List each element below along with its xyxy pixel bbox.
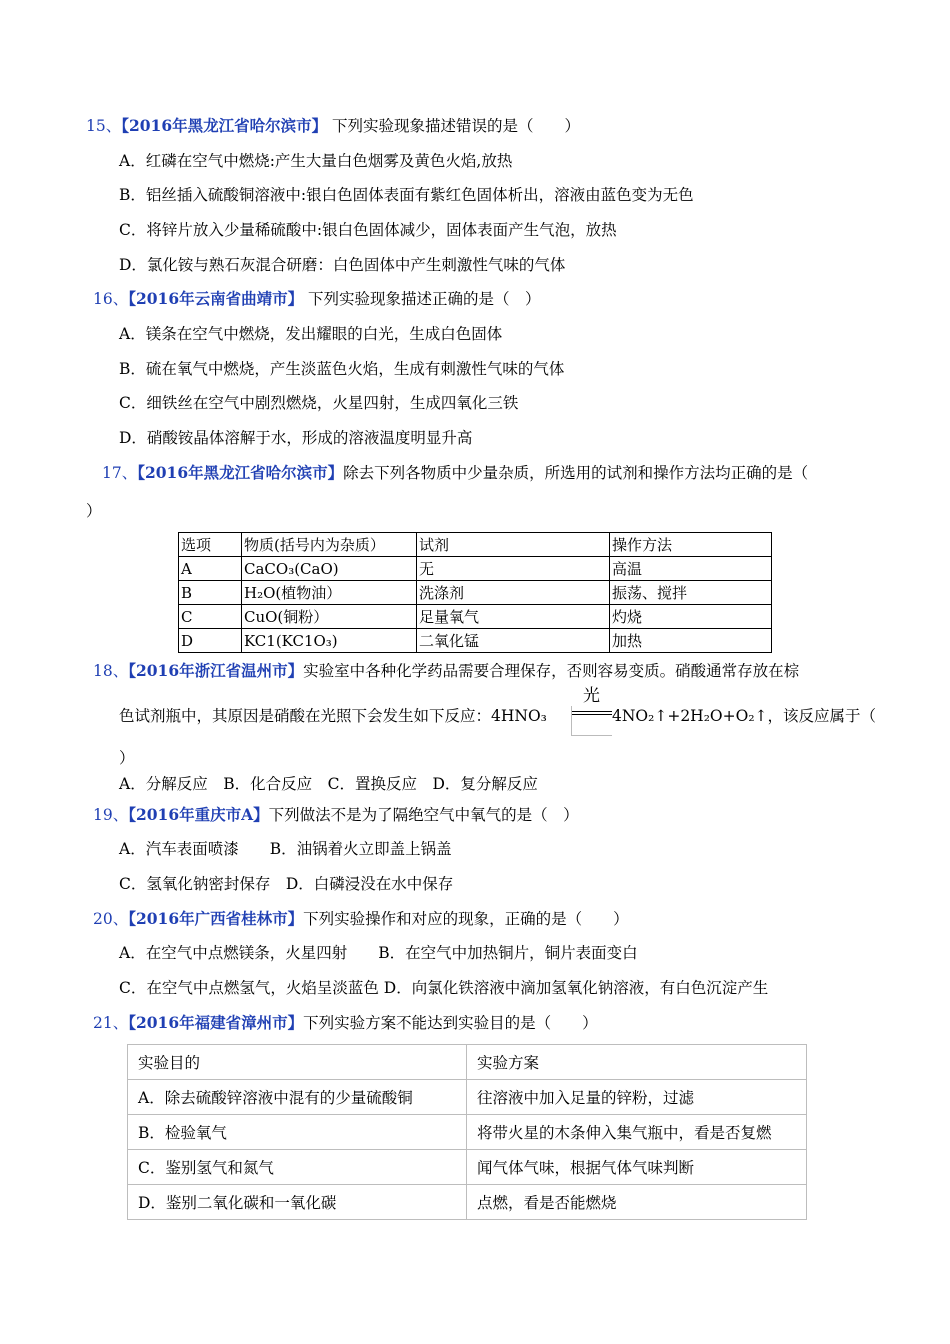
question-number: 17、 <box>102 464 138 482</box>
table-cell: C <box>179 605 242 629</box>
table-row <box>128 1185 807 1220</box>
question-source: 【2016年广西省桂林市】 <box>128 909 304 928</box>
question-text: 下列实验操作和对应的现象，正确的是（ ） <box>303 910 629 928</box>
table-header-cell: 试剂 <box>417 533 610 557</box>
question-number: 20、 <box>93 910 129 928</box>
question-number: 15、 <box>86 117 122 135</box>
table-row <box>179 629 772 653</box>
table-cell: D．鉴别二氧化碳和一氧化碳 <box>128 1185 467 1220</box>
question-number: 21、 <box>93 1014 129 1032</box>
options-row-cd: C．氢氧化钠密封保存 D．白磷浸没在水中保存 <box>119 875 454 893</box>
table-row <box>128 1080 807 1115</box>
table-cell: B <box>179 581 242 605</box>
question-16-stem <box>93 289 541 309</box>
reaction-double-line <box>571 711 612 715</box>
table-cell: A <box>179 557 242 581</box>
question-source: 【2016年浙江省温州市】 <box>128 661 304 680</box>
table-cell: 点燃，看是否能燃烧 <box>467 1185 807 1220</box>
table-cell: 将带火星的木条伸入集气瓶中，看是否复燃 <box>467 1115 807 1150</box>
reaction-condition <box>571 686 612 736</box>
option-d: D．硝酸铵晶体溶解于水，形成的溶液温度明显升高 <box>119 429 473 447</box>
question-18-stem <box>93 661 799 681</box>
reaction-condition-label: 光 <box>583 686 600 706</box>
table-cell: 加热 <box>610 629 772 653</box>
table-header-cell: 物质(括号内为杂质） <box>242 533 417 557</box>
question-number: 19、 <box>93 806 129 824</box>
question-source: 【2016年云南省曲靖市】 <box>128 289 304 308</box>
table-row <box>128 1115 807 1150</box>
reaction-box-bottom-edge <box>571 735 612 736</box>
question-number: 16、 <box>93 290 129 308</box>
table-cell: H₂O(植物油） <box>242 581 417 605</box>
question-text: 实验室中各种化学药品需要合理保存，否则容易变质。硝酸通常存放在棕 <box>303 662 800 680</box>
options-row-ab: A．汽车表面喷漆 B．油锅着火立即盖上锅盖 <box>119 840 452 858</box>
table-cell: 洗涤剂 <box>417 581 610 605</box>
table-cell: B．检验氧气 <box>128 1115 467 1150</box>
table-cell: A．除去硫酸锌溶液中混有的少量硫酸铜 <box>128 1080 467 1115</box>
option-a: A．红磷在空气中燃烧:产生大量白色烟雾及黄色火焰,放热 <box>119 152 513 170</box>
impurity-table <box>178 532 772 653</box>
table-cell: 往溶液中加入足量的锌粉，过滤 <box>467 1080 807 1115</box>
table-header-row <box>128 1045 807 1080</box>
option-b: B．硫在氧气中燃烧，产生淡蓝色火焰，生成有刺激性气味的气体 <box>119 360 565 378</box>
question-source: 【2016年黑龙江省哈尔滨市】 <box>137 463 344 482</box>
table-cell: 二氧化锰 <box>417 629 610 653</box>
reaction-line-right: 4NO₂↑+2H₂O+O₂↑，该反应属于（ <box>612 707 877 725</box>
table-cell: D <box>179 629 242 653</box>
question-19-stem <box>93 805 579 825</box>
table-cell: CuO(铜粉） <box>242 605 417 629</box>
table-header-cell: 实验目的 <box>128 1045 467 1080</box>
table-header-cell: 操作方法 <box>610 533 772 557</box>
experiment-table <box>127 1044 807 1220</box>
option-c: C．细铁丝在空气中剧烈燃烧，火星四射，生成四氧化三铁 <box>119 394 519 412</box>
question-source: 【2016年重庆市A】 <box>128 805 269 824</box>
option-b: B．铝丝插入硫酸铜溶液中:银白色固体表面有紫红色固体析出，溶液由蓝色变为无色 <box>119 186 694 204</box>
table-cell: 闻气体气味，根据气体气味判断 <box>467 1150 807 1185</box>
table-header-cell: 实验方案 <box>467 1045 807 1080</box>
question-close-paren: ） <box>86 502 102 520</box>
question-source: 【2016年福建省漳州市】 <box>128 1013 304 1032</box>
table-row <box>179 557 772 581</box>
question-15-stem <box>86 116 580 136</box>
question-text: 下列做法不是为了隔绝空气中氧气的是（ ） <box>268 806 579 824</box>
table-row <box>179 605 772 629</box>
question-text: 除去下列各物质中少量杂质，所选用的试剂和操作方法均正确的是（ <box>343 464 809 482</box>
table-cell: 振荡、搅拌 <box>610 581 772 605</box>
table-row <box>179 581 772 605</box>
reaction-box-left-edge <box>571 706 572 736</box>
question-source: 【2016年黑龙江省哈尔滨市】 <box>121 116 328 135</box>
question-number: 18、 <box>93 662 129 680</box>
table-cell: 足量氧气 <box>417 605 610 629</box>
question-20-stem <box>93 909 629 929</box>
table-header-row <box>179 533 772 557</box>
options-row-ab: A．在空气中点燃镁条，火星四射 B．在空气中加热铜片，铜片表面变白 <box>119 944 638 962</box>
table-cell: 无 <box>417 557 610 581</box>
option-c: C．将锌片放入少量稀硫酸中:银白色固体减少，固体表面产生气泡，放热 <box>119 221 617 239</box>
option-a: A．镁条在空气中燃烧，发出耀眼的白光，生成白色固体 <box>119 325 503 343</box>
question-text: 下列实验现象描述错误的是（ ） <box>327 117 581 135</box>
reaction-line-left: 色试剂瓶中，其原因是硝酸在光照下会发生如下反应：4HNO₃ <box>119 707 547 725</box>
table-cell: C．鉴别氢气和氮气 <box>128 1150 467 1185</box>
question-17-stem <box>102 463 808 483</box>
options-row-cd: C．在空气中点燃氢气，火焰呈淡蓝色 D．向氯化铁溶液中滴加氢氧化钠溶液，有白色沉淀产生 <box>119 979 769 997</box>
table-row <box>128 1150 807 1185</box>
options-row: A．分解反应 B．化合反应 C．置换反应 D．复分解反应 <box>119 775 538 793</box>
table-cell: 灼烧 <box>610 605 772 629</box>
option-d: D．氯化铵与熟石灰混合研磨：白色固体中产生刺激性气味的气体 <box>119 256 566 274</box>
table-cell: KC1(KC1O₃) <box>242 629 417 653</box>
table-cell: CaCO₃(CaO) <box>242 557 417 581</box>
question-close-paren: ） <box>119 749 135 767</box>
table-cell: 高温 <box>610 557 772 581</box>
question-text: 下列实验方案不能达到实验目的是（ ） <box>303 1014 598 1032</box>
question-text: 下列实验现象描述正确的是（ ） <box>303 290 541 308</box>
table-header-cell: 选项 <box>179 533 242 557</box>
question-21-stem <box>93 1013 598 1033</box>
